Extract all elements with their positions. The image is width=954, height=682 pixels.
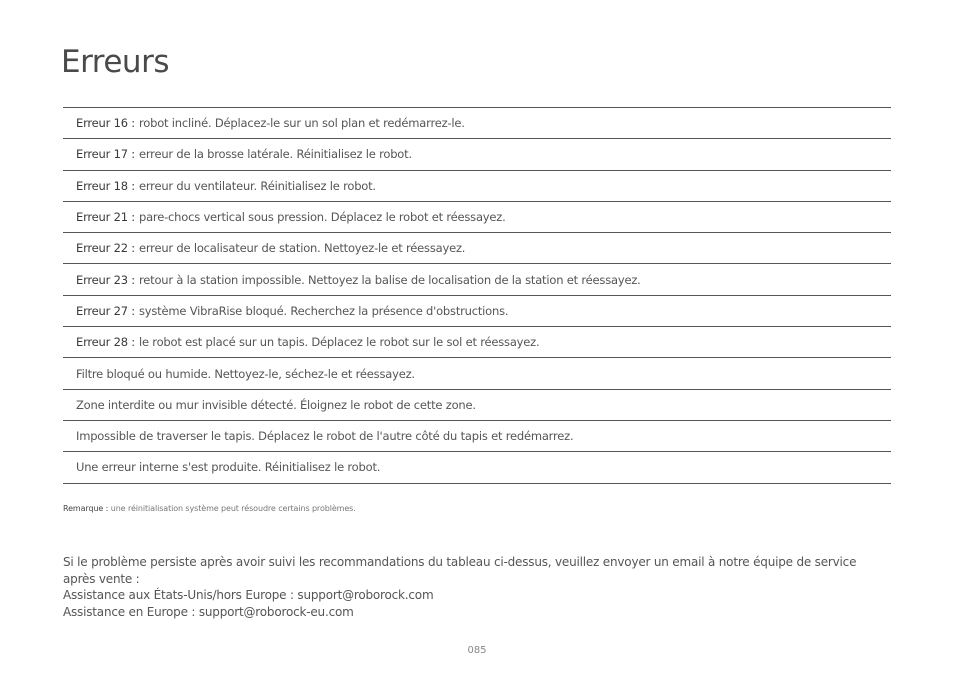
error-description: robot incliné. Déplacez-le sur un sol plan et redémarrez-le. xyxy=(138,116,465,131)
table-row xyxy=(63,202,891,233)
error-description: Zone interdite ou mur invisible détecté. Éloignez le robot de cette zone. xyxy=(76,397,476,412)
error-code: Erreur 22 : xyxy=(76,241,135,256)
error-description: erreur du ventilateur. Réinitialisez le robot. xyxy=(138,178,376,193)
error-description: pare-chocs vertical sous pression. Déplacez le robot et réessayez. xyxy=(138,210,506,225)
error-code: Erreur 23 : xyxy=(76,272,135,287)
error-code: Erreur 18 : xyxy=(76,178,135,193)
table-row xyxy=(63,139,891,170)
error-description: erreur de la brosse latérale. Réinitialisez le robot. xyxy=(138,147,412,162)
error-code: Erreur 21 : xyxy=(76,210,135,225)
note-text: une réinitialisation système peut résoudre certains problèmes. xyxy=(110,504,356,513)
error-code: Erreur 28 : xyxy=(76,335,135,350)
error-description: Filtre bloqué ou humide. Nettoyez-le, séchez-le et réessayez. xyxy=(76,366,415,381)
table-row xyxy=(63,327,891,358)
table-row xyxy=(63,390,891,421)
contact-intro-line2: après vente : xyxy=(63,571,140,586)
contact-info xyxy=(63,554,883,620)
table-row xyxy=(63,264,891,295)
error-description: système VibraRise bloqué. Recherchez la présence d'obstructions. xyxy=(138,303,509,318)
table-row xyxy=(63,421,891,452)
contact-eu-support: Assistance en Europe : support@roborock-eu.com xyxy=(63,604,354,619)
table-row xyxy=(63,108,891,139)
contact-us-support: Assistance aux États-Unis/hors Europe : support@roborock.com xyxy=(63,588,434,602)
note-label: Remarque : xyxy=(63,504,109,513)
table-row xyxy=(63,233,891,264)
table-row xyxy=(63,452,891,483)
error-description: erreur de localisateur de station. Nettoyez-le et réessayez. xyxy=(138,241,466,256)
error-description: le robot est placé sur un tapis. Déplacez le robot sur le sol et réessayez. xyxy=(138,335,540,350)
table-row xyxy=(63,358,891,389)
error-description: retour à la station impossible. Nettoyez la balise de localisation de la station et réessayez. xyxy=(138,272,641,287)
error-table xyxy=(63,107,891,484)
error-code: Erreur 27 : xyxy=(76,303,135,318)
error-code: Erreur 16 : xyxy=(76,116,135,131)
contact-intro-line1: Si le problème persiste après avoir suivi les recommandations du tableau ci-dessus, veuillez envoyer un email à notre équipe de service xyxy=(63,555,857,569)
page-number: 085 xyxy=(467,645,487,656)
page-title: Erreurs xyxy=(61,44,169,80)
error-description: Impossible de traverser le tapis. Déplacez le robot de l'autre côté du tapis et redémarrez. xyxy=(76,429,574,444)
table-row xyxy=(63,296,891,327)
note xyxy=(63,504,356,513)
table-row xyxy=(63,171,891,202)
error-code: Erreur 17 : xyxy=(76,147,135,162)
error-description: Une erreur interne s'est produite. Réinitialisez le robot. xyxy=(76,460,381,475)
